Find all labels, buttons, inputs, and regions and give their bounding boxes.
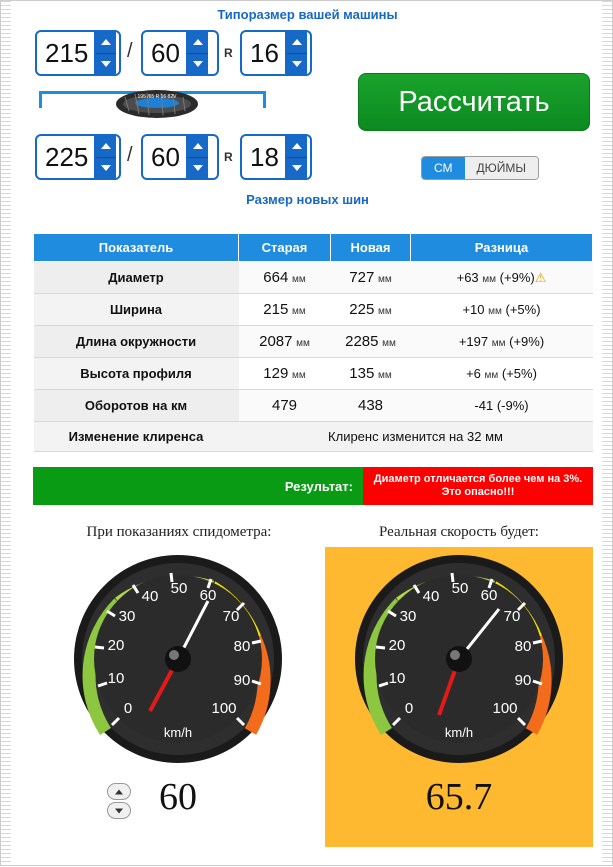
- gauge-unit-label: km/h: [444, 725, 474, 740]
- row-label-width: Ширина: [34, 294, 239, 326]
- row-label-clearance: Изменение клиренса: [34, 422, 239, 452]
- row-old-profile-height: [239, 358, 331, 390]
- result-warning-message: Диаметр отличается более чем на 3%. Это опасно!!!: [363, 467, 593, 505]
- unit: мм: [291, 306, 306, 317]
- old-profile-up-arrow-icon[interactable]: [188, 32, 208, 54]
- unit: мм: [484, 370, 499, 381]
- percent: (+9%): [499, 269, 535, 285]
- old-profile-down-arrow-icon[interactable]: [188, 54, 208, 75]
- new-width-stepper[interactable]: [35, 134, 121, 180]
- header-indicator: Показатель: [34, 234, 239, 262]
- row-diff-circumference: [411, 326, 593, 358]
- table-row: [34, 326, 593, 358]
- svg-text:195 /65 R 16 82V: 195 /65 R 16 82V: [137, 94, 177, 100]
- value: 664: [263, 269, 289, 286]
- value: +63: [456, 269, 479, 285]
- tick-40: 40: [141, 588, 159, 605]
- speedometer-left-caption: При показаниях спидометра:: [86, 524, 272, 540]
- unit-option-inch[interactable]: ДЮЙМЫ: [465, 157, 539, 179]
- value: 129: [263, 365, 289, 382]
- percent: (+9%): [509, 334, 545, 349]
- row-new-diameter: [331, 262, 411, 294]
- svg-text:80: 80: [514, 638, 532, 655]
- speedometer-right-gauge: [353, 553, 565, 765]
- old-profile-stepper[interactable]: [141, 30, 219, 76]
- old-profile-value[interactable]: 60: [151, 38, 180, 68]
- svg-text:40: 40: [422, 588, 440, 605]
- value: 225: [349, 301, 375, 318]
- svg-text:90: 90: [514, 672, 532, 689]
- row-old-revolutions: [239, 390, 331, 422]
- row-label-profile-height: Высота профиля: [34, 358, 239, 390]
- content-area: [11, 1, 604, 867]
- row-diff-width: [411, 294, 593, 326]
- value: 215: [263, 301, 289, 318]
- value: +10: [462, 302, 485, 317]
- results-table: [33, 233, 593, 452]
- svg-text:20: 20: [388, 637, 406, 654]
- table-row-clearance: [34, 422, 593, 452]
- tick-20: 20: [107, 637, 125, 654]
- svg-text:0: 0: [404, 700, 414, 717]
- new-separator-slash: /: [127, 144, 133, 166]
- value: 135: [349, 365, 375, 382]
- unit: мм: [382, 338, 396, 349]
- speedometer-right-caption: Реальная скорость будет:: [379, 524, 539, 540]
- header-old: Старая: [239, 234, 331, 262]
- row-diff-profile-height: [411, 358, 593, 390]
- value: +6: [466, 366, 481, 381]
- tyre-icon: [115, 84, 199, 124]
- tick-60: 60: [199, 587, 217, 604]
- new-profile-up-arrow-icon[interactable]: [188, 136, 208, 158]
- value: 479: [271, 397, 298, 414]
- row-label-circumference: Длина окружности: [34, 326, 239, 358]
- new-diameter-up-arrow-icon[interactable]: [287, 136, 307, 158]
- tick-30: 30: [118, 608, 136, 625]
- page-title-new-size: Размер новых шин: [246, 192, 369, 207]
- page-title-current-size: Типоразмер вашей машины: [217, 7, 398, 22]
- unit: мм: [482, 273, 497, 285]
- value: -41: [474, 398, 494, 413]
- svg-text:70: 70: [503, 608, 521, 625]
- value: 2087: [259, 333, 293, 350]
- row-new-profile-height: [331, 358, 411, 390]
- row-old-diameter: [239, 262, 331, 294]
- new-diameter-arrows[interactable]: [285, 136, 307, 178]
- svg-text:50: 50: [451, 580, 469, 597]
- table-row: [34, 390, 593, 422]
- tick-0: 0: [123, 700, 133, 717]
- new-profile-arrows[interactable]: [186, 136, 208, 178]
- speedometer-right-value: 65.7: [425, 776, 493, 818]
- result-label: Результат:: [33, 467, 363, 505]
- svg-text:60: 60: [480, 587, 498, 604]
- tick-100: 100: [211, 700, 237, 717]
- new-width-up-arrow-icon[interactable]: [96, 136, 116, 158]
- value: 727: [349, 269, 375, 286]
- unit-toggle[interactable]: [421, 156, 539, 180]
- left-rail-decoration: [1, 1, 11, 865]
- new-profile-down-arrow-icon[interactable]: [188, 158, 208, 179]
- value: +197: [458, 334, 489, 349]
- speedometer-right-panel: [325, 547, 593, 847]
- old-diameter-stepper[interactable]: [240, 30, 312, 76]
- unit: мм: [377, 306, 392, 317]
- value: 438: [357, 397, 384, 414]
- unit: мм: [377, 274, 392, 285]
- new-diameter-down-arrow-icon[interactable]: [287, 158, 307, 179]
- svg-text:100: 100: [492, 700, 518, 717]
- table-header-row: [34, 234, 593, 262]
- percent: (+5%): [501, 366, 537, 381]
- percent: (+5%): [505, 302, 541, 317]
- unit-option-cm[interactable]: СМ: [422, 157, 465, 179]
- new-width-arrows[interactable]: [94, 136, 116, 178]
- result-banner: [33, 467, 593, 505]
- unit: мм: [291, 274, 306, 285]
- row-new-width: [331, 294, 411, 326]
- new-diameter-value[interactable]: 18: [250, 142, 279, 172]
- header-new: Новая: [331, 234, 411, 262]
- percent: (-9%): [496, 398, 529, 413]
- tick-10: 10: [107, 670, 125, 687]
- row-old-circumference: [239, 326, 331, 358]
- row-old-width: [239, 294, 331, 326]
- speedometer-left-value[interactable]: 60: [159, 776, 197, 818]
- row-clearance-text: Клиренс изменится на 32 мм: [239, 422, 593, 452]
- new-width-down-arrow-icon[interactable]: [96, 158, 116, 179]
- tick-90: 90: [233, 672, 251, 689]
- old-diameter-down-arrow-icon[interactable]: [287, 54, 307, 75]
- table-row: [34, 294, 593, 326]
- new-diameter-stepper[interactable]: [240, 134, 312, 180]
- unit: мм: [491, 338, 506, 349]
- old-width-value[interactable]: 215: [45, 38, 89, 68]
- old-width-arrows[interactable]: [94, 32, 116, 74]
- table-row: [34, 358, 593, 390]
- tick-80: 80: [233, 638, 251, 655]
- row-label-revolutions: Оборотов на км: [34, 390, 239, 422]
- old-diameter-arrows[interactable]: [285, 32, 307, 74]
- new-width-value[interactable]: 225: [45, 142, 89, 172]
- old-separator-slash: /: [127, 40, 133, 62]
- unit: мм: [291, 370, 306, 381]
- unit: мм: [488, 306, 502, 317]
- speedometer-left-gauge: [72, 553, 284, 765]
- old-diameter-value[interactable]: 16: [250, 38, 279, 68]
- svg-text:10: 10: [388, 670, 406, 687]
- speedometer-left-panel: [33, 547, 323, 847]
- row-diff-diameter: [411, 262, 593, 294]
- row-new-circumference: [331, 326, 411, 358]
- tick-70: 70: [222, 608, 240, 625]
- new-profile-stepper[interactable]: [141, 134, 219, 180]
- svg-text:30: 30: [399, 608, 417, 625]
- unit: мм: [296, 338, 310, 349]
- warning-icon: ⚠: [534, 269, 547, 285]
- new-profile-value[interactable]: 60: [151, 142, 180, 172]
- old-radial-label: R: [224, 46, 233, 60]
- table-row: [34, 262, 593, 294]
- row-label-diameter: Диаметр: [34, 262, 239, 294]
- unit: мм: [377, 370, 392, 381]
- speedometer-captions: [33, 524, 593, 541]
- old-width-down-arrow-icon[interactable]: [96, 54, 116, 75]
- old-diameter-up-arrow-icon[interactable]: [287, 32, 307, 54]
- row-diff-revolutions: [411, 390, 593, 422]
- old-width-up-arrow-icon[interactable]: [96, 32, 116, 54]
- header-difference: Разница: [411, 234, 593, 262]
- old-width-stepper[interactable]: [35, 30, 121, 76]
- old-profile-arrows[interactable]: [186, 32, 208, 74]
- row-new-revolutions: [331, 390, 411, 422]
- value: 2285: [345, 333, 379, 350]
- gauge-unit-label: km/h: [163, 725, 193, 740]
- new-radial-label: R: [224, 150, 233, 164]
- tick-50: 50: [170, 580, 188, 597]
- calculate-button[interactable]: Рассчитать: [358, 73, 590, 131]
